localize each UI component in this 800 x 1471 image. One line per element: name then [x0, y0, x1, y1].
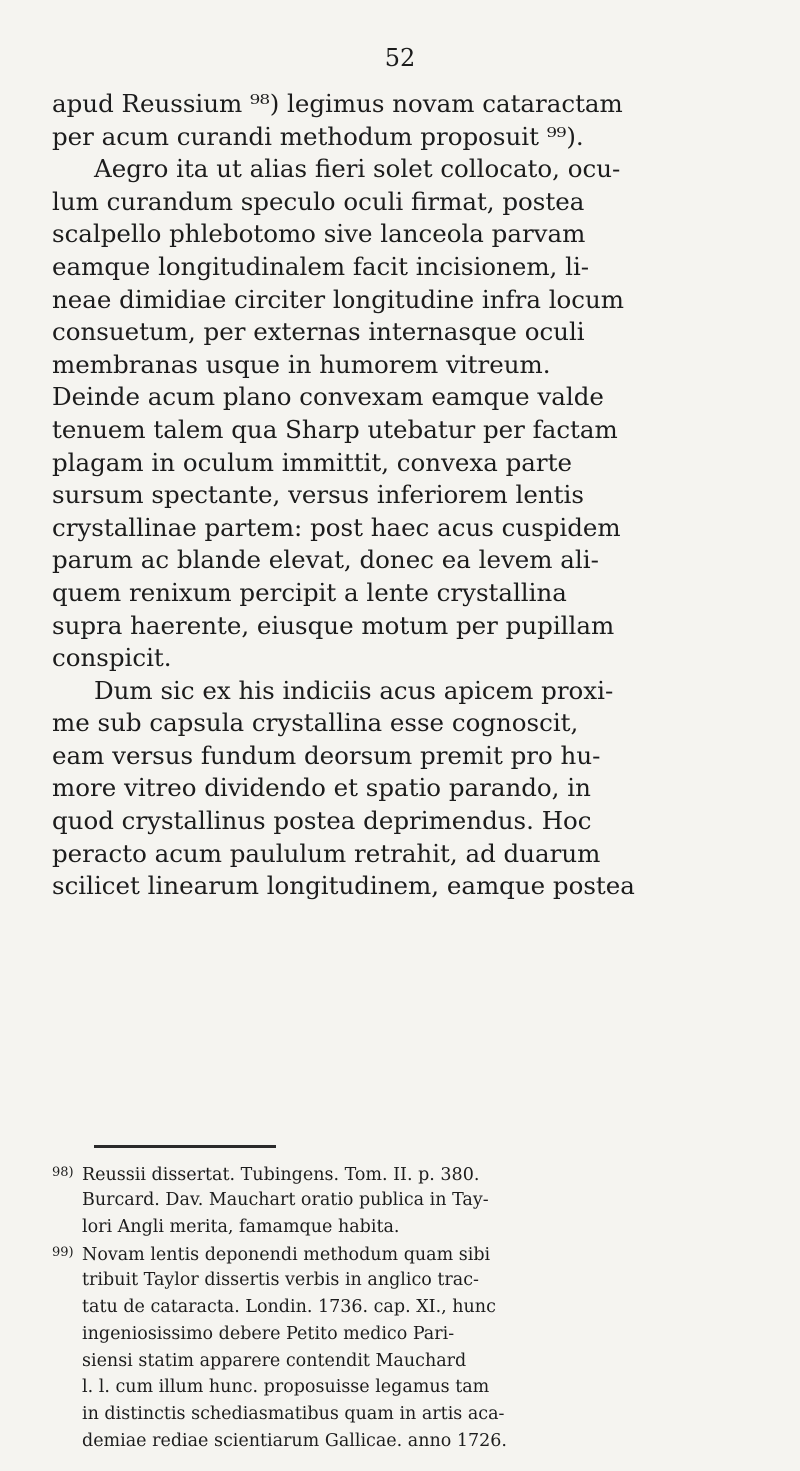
page-number: 52: [384, 44, 416, 72]
text-line: quem renixum percipit a lente crystallina: [52, 577, 567, 607]
footnote-text: Reussii dissertat. Tubingens. Tom. II. p. 380.: [82, 1165, 480, 1185]
text-line: per acum curandi methodum proposuit ⁹⁹).: [52, 121, 584, 151]
footnote-line: [52, 1240, 788, 1267]
text-line: sursum spectante, versus inferiorem lentis: [52, 480, 584, 510]
text-line: peracto acum paululum retrahit, ad duarum: [52, 838, 601, 868]
text-line: consuetum, per externas internasque oculi: [52, 317, 585, 347]
text-line: me sub capsula crystallina esse cognoscit,: [52, 708, 579, 738]
footnote-line: in distinctis schediasmatibus quam in artis aca-: [82, 1404, 505, 1425]
footnote-mark: 98): [52, 1165, 74, 1180]
text-line: more vitreo dividendo et spatio parando, in: [52, 773, 591, 803]
text-line: scilicet linearum longitudinem, eamque postea: [52, 871, 635, 901]
text-line: conspicit.: [52, 643, 172, 673]
text-line: Aegro ita ut alias fieri solet collocato, ocu-: [94, 154, 621, 184]
text-line: supra haerente, eiusque motum per pupillam: [52, 610, 615, 640]
footnote-line: Burcard. Dav. Mauchart oratio publica in Tay-: [82, 1189, 489, 1210]
footnote-line: demiae rediae scientiarum Gallicae. anno 1726.: [82, 1430, 507, 1451]
footnote-line: ingeniosissimo debere Petito medico Pari-: [82, 1323, 455, 1344]
footnote-divider: [94, 1145, 276, 1148]
footnote-line: tatu de cataracta. Londin. 1736. cap. XI., hunc: [82, 1296, 496, 1317]
text-line: plagam in oculum immittit, convexa parte: [52, 447, 572, 477]
text-line: tenuem talem qua Sharp utebatur per factam: [52, 414, 618, 444]
text-line: scalpello phlebotomo sive lanceola parvam: [52, 219, 586, 249]
footnote-line: l. l. cum illum hunc. proposuisse legamus tam: [82, 1377, 490, 1398]
text-line: quod crystallinus postea deprimendus. Hoc: [52, 806, 592, 836]
text-line: Dum sic ex his indiciis acus apicem proxi-: [94, 675, 614, 705]
main-text: [52, 88, 788, 903]
text-line: neae dimidiae circiter longitudine infra locum: [52, 284, 625, 314]
text-line: lum curandum speculo oculi firmat, postea: [52, 186, 585, 216]
text-line: parum ac blande elevat, donec ea levem ali-: [52, 545, 599, 575]
footnote-line: lori Angli merita, famamque habita.: [82, 1216, 400, 1237]
footnote-line: tribuit Taylor dissertis verbis in anglico trac-: [82, 1270, 479, 1291]
text-line: apud Reussium ⁹⁸) legimus novam cataractam: [52, 89, 623, 118]
footnote-mark: 99): [52, 1245, 74, 1261]
footnotes: [52, 1160, 788, 1455]
footnote-line: [52, 1160, 788, 1187]
footnote-line: siensi statim apparere contendit Mauchard: [82, 1350, 467, 1371]
footnote-text: Novam lentis deponendi methodum quam sibi: [82, 1245, 491, 1266]
text-line: eam versus fundum deorsum premit pro hu-: [52, 740, 601, 770]
text-line: crystallinae partem: post haec acus cuspidem: [52, 512, 621, 542]
text-line: Deinde acum plano convexam eamque valde: [52, 382, 604, 412]
text-line: membranas usque in humorem vitreum.: [52, 349, 551, 379]
text-line: eamque longitudinalem facit incisionem, li-: [52, 251, 590, 281]
